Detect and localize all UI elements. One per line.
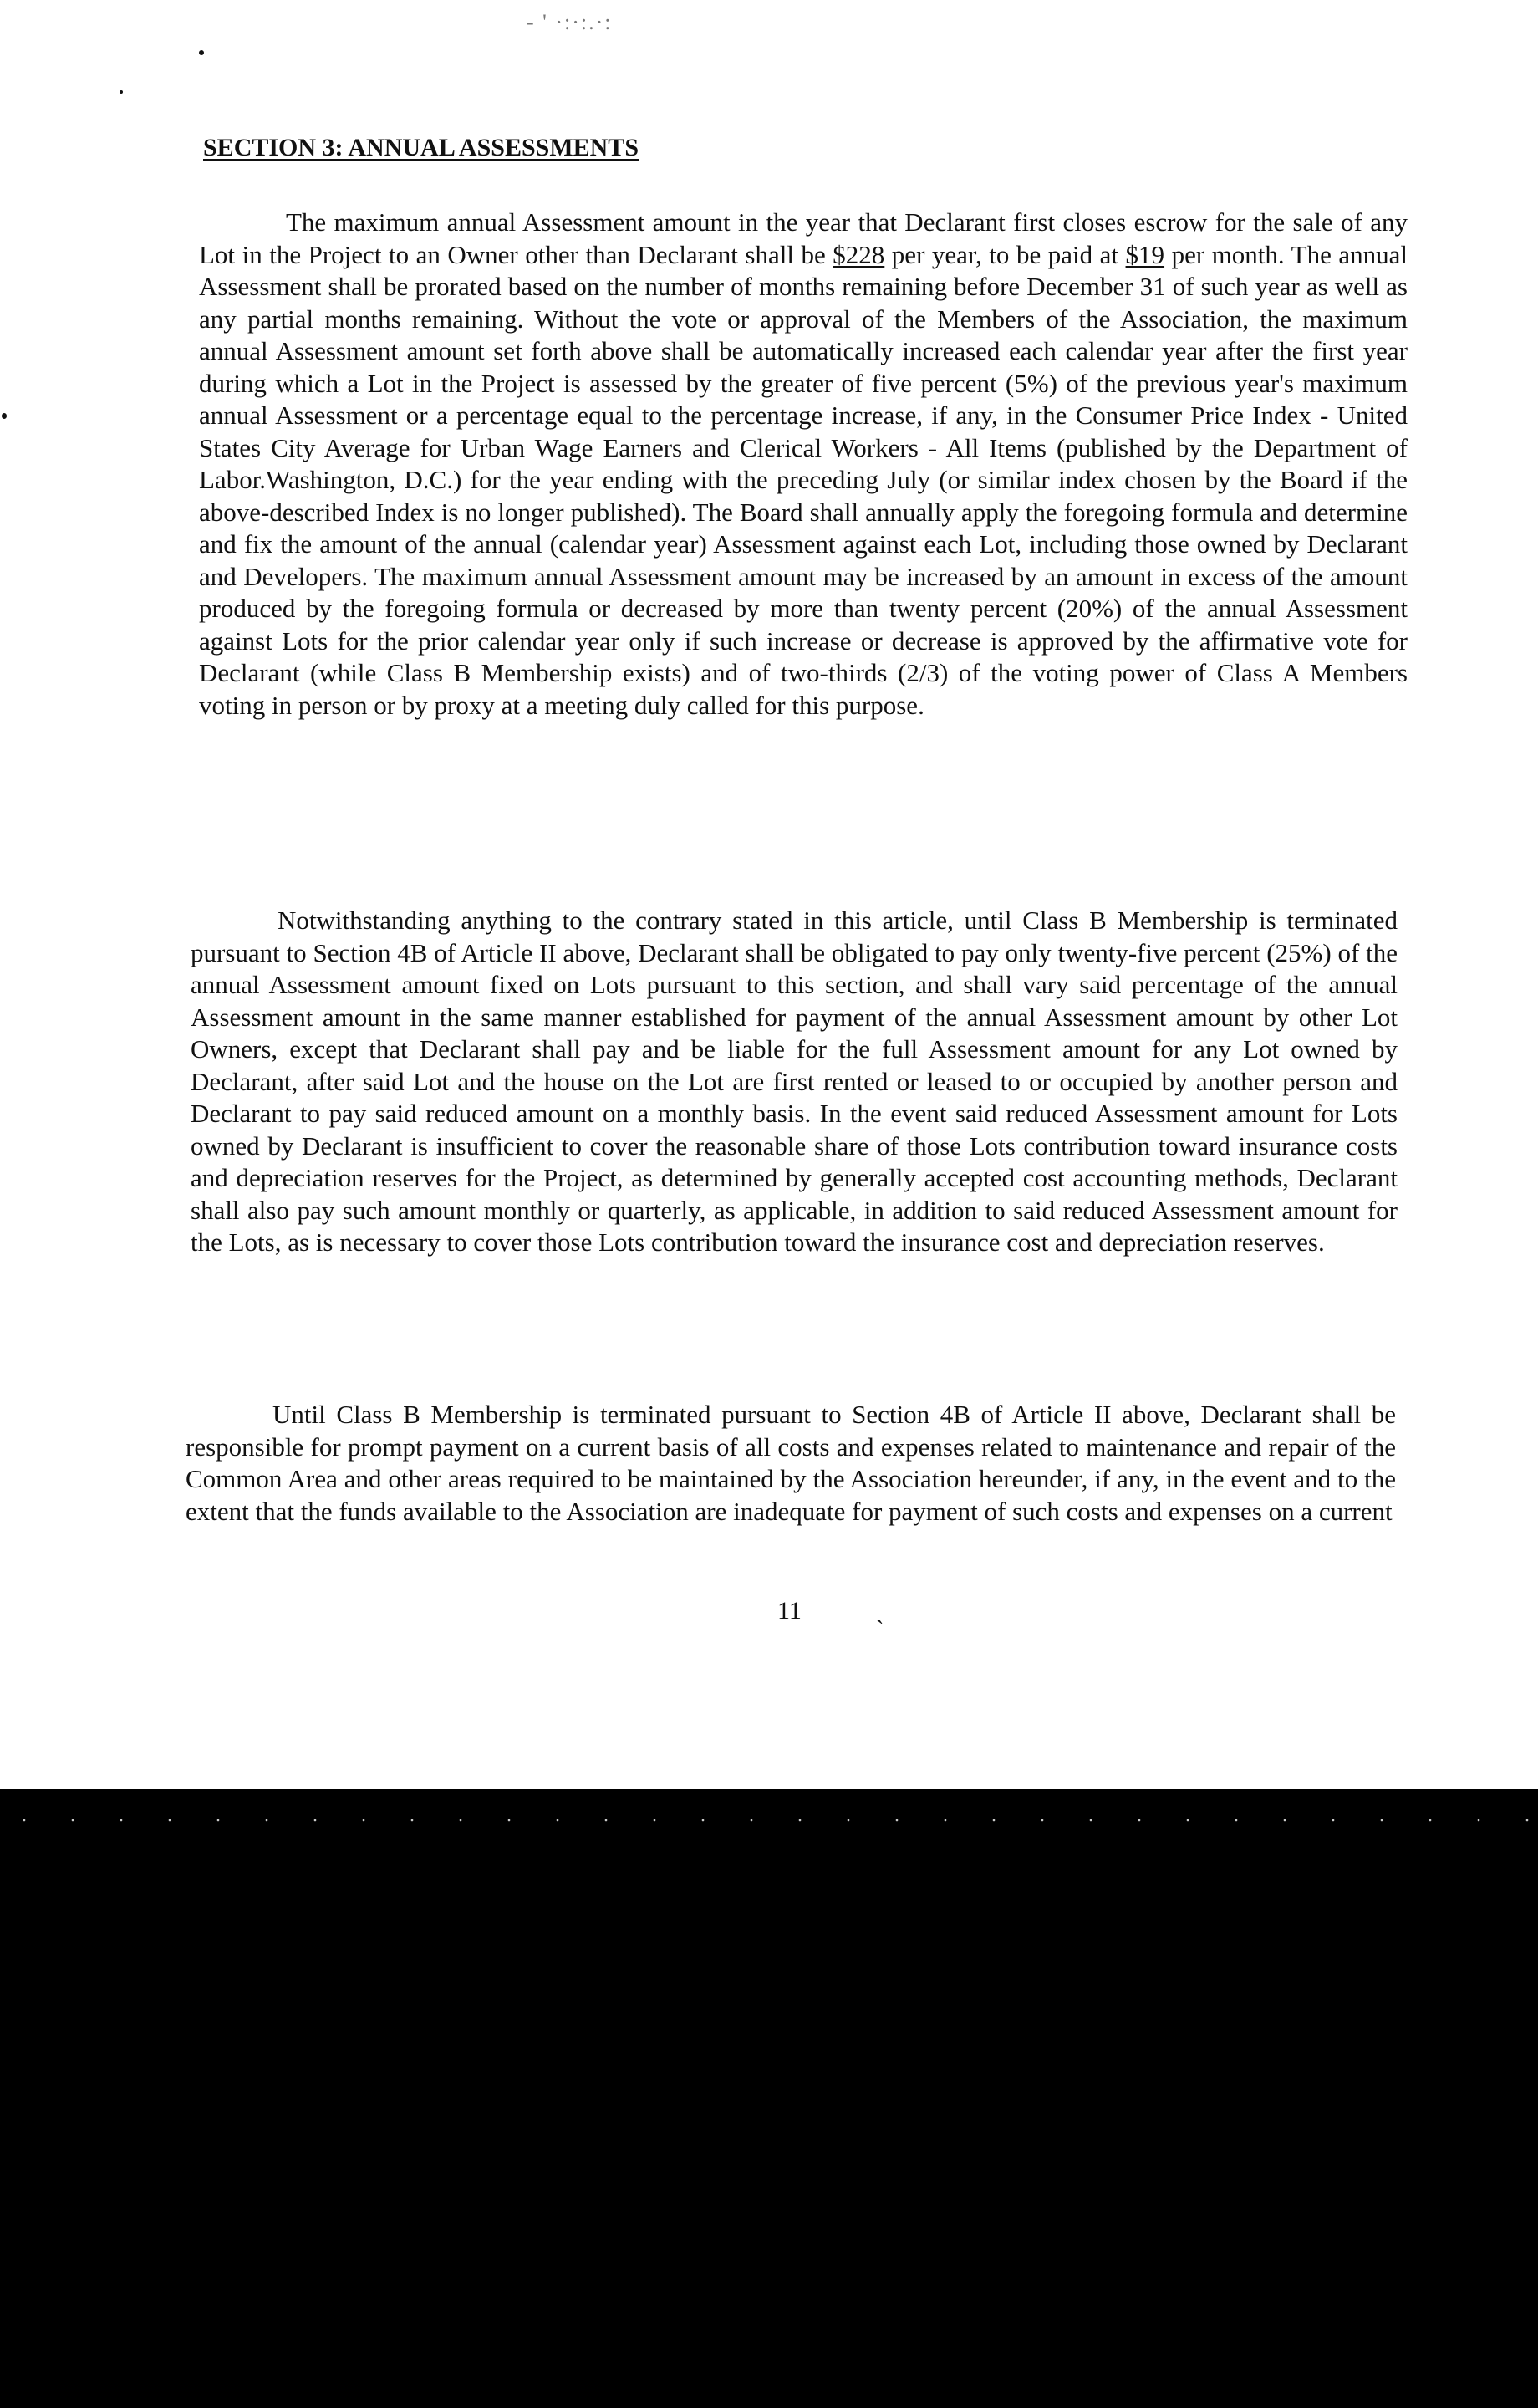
paragraph-text: The maximum annual Assessment amount in the year that Declarant first closes escrow for the sale of any Lot in the Project to an Owner other than Declarant shall be (199, 207, 1408, 269)
section-heading: SECTION 3: ANNUAL ASSESSMENTS (203, 134, 639, 161)
scan-edge-dots (0, 1818, 1538, 1823)
scan-speck (2, 413, 7, 419)
annual-amount: $228 (833, 239, 885, 269)
paragraph-annual-assessment (199, 207, 1408, 722)
scan-speck (199, 50, 204, 55)
paragraph-notwithstanding: Notwithstanding anything to the contrary stated in this article, until Class B Membership is terminated pursuant to Section 4B of Article II above, Declarant shall be obligated to pay only twenty-five percent (25%) of the annual Assessment amount fixed on Lots pursuant to this section, and shall vary said percentage of the annual Assessment amount in the same manner established for payment of the annual Assessment amount by other Lot Owners, except that Declarant shall pay and be liable for the full Assessment amount for any Lot owned by Declarant, after said Lot and the house on the Lot are first rented or leased to or occupied by another person and Declarant to pay said reduced amount on a monthly basis. In the event said reduced Assessment amount for Lots owned by Declarant is insufficient to cover the reasonable share of those Lots contribution toward insurance costs and depreciation reserves for the Project, as determined by generally accepted cost accounting methods, Declarant shall also pay such amount monthly or quarterly, as applicable, in addition to said reduced Assessment amount for the Lots, as is necessary to cover those Lots contribution toward the insurance cost and depreciation reserves. (191, 906, 1398, 1257)
paragraph-class-b-membership: Until Class B Membership is terminated pursuant to Section 4B of Article II above, Declarant shall be responsible for prompt payment on a current basis of all costs and expenses related to maintenance and repair of the Common Area and other areas required to be maintained by the Association hereunder, if any, in the event and to the extent that the funds available to the Association are inadequate for payment of such costs and expenses on a current (186, 1400, 1396, 1526)
scan-black-margin (0, 1789, 1538, 2408)
paragraph-text: per month. The annual Assessment shall be prorated based on the number of months remaining before December 31 of such year as well as any partial months remaining. Without the vote or approval of the Members of the Association, the maximum annual Assessment amount set forth above shall be automatically increased each calendar year after the first year during which a Lot in the Project is assessed by the greater of five percent (5%) of the previous year's maximum annual Assessment or a percentage equal to the percentage increase, if any, in the Consumer Price Index - United States City Average for Urban Wage Earners and Clerical Workers - All Items (published by the Department of Labor.Washington, D.C.) for the year ending with the preceding July (or similar index chosen by the Board if the above-described Index is no longer published). The Board shall annually apply the foregoing formula and determine and fix the amount of the annual (calendar year) Assessment against each Lot, including those owned by Declarant and Developers. The maximum annual Assessment amount may be increased by an amount in excess of the amount produced by the foregoing formula or decreased by more than twenty percent (20%) of the annual Assessment against Lots for the prior calendar year only if such increase or decrease is approved by the affirmative vote for Declarant (while Class B Membership exists) and of two-thirds (2/3) of the voting power of Class A Members voting in person or by proxy at a meeting duly called for this purpose. (199, 239, 1408, 720)
handwritten-tick: ˏ (876, 1599, 884, 1625)
scan-artifact: - ' ·:·:.·: (527, 10, 613, 34)
page-number: 11 (777, 1597, 802, 1625)
scan-speck (120, 90, 123, 94)
monthly-amount: $19 (1125, 239, 1165, 269)
paragraph-text: per year, to be paid at (884, 239, 1126, 269)
